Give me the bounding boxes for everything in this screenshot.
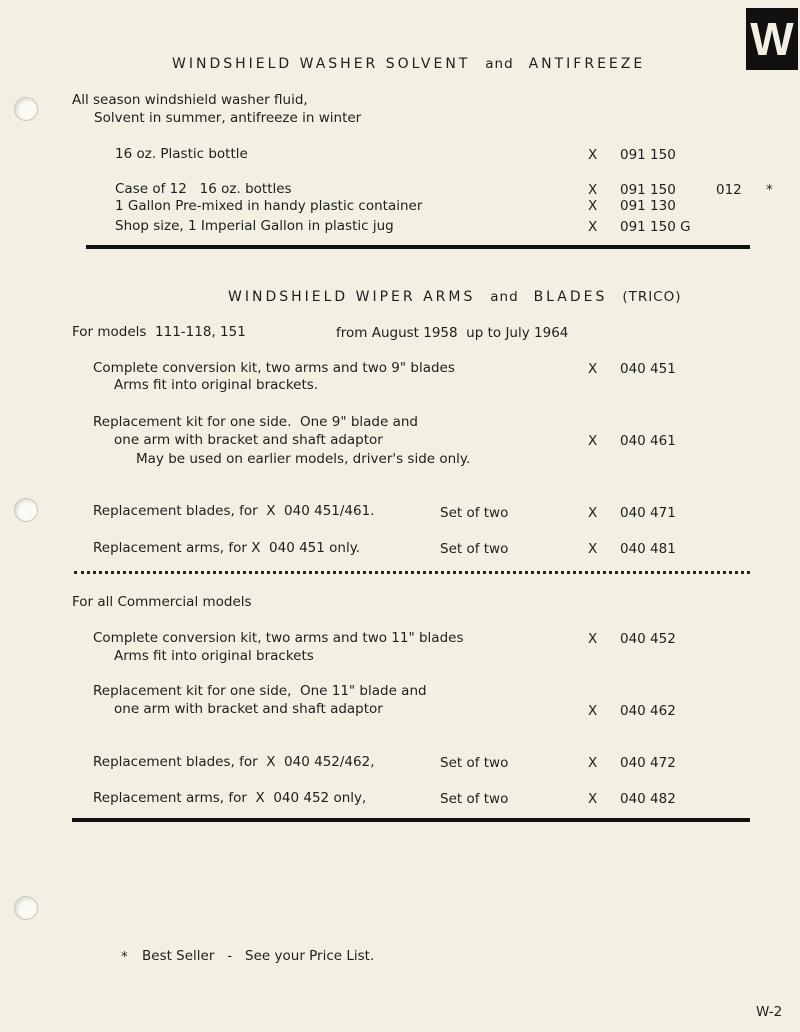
item-x: X (588, 198, 598, 214)
item-x: X (588, 631, 598, 647)
arms-desc: Replacement arms, for X 040 451 only. (93, 540, 361, 556)
item-desc: 1 Gallon Pre-mixed in handy plastic container (115, 198, 423, 214)
item-x: X (588, 219, 598, 235)
item-part-number: 091 150 (620, 182, 676, 198)
models-date-range: from August 1958 up to July 1964 (336, 325, 569, 341)
item-part-number: 040 451 (620, 361, 676, 377)
intro-line-2: Solvent in summer, antifreeze in winter (94, 110, 362, 126)
section-tab-w: W (746, 8, 798, 70)
footnote-star: * (121, 949, 128, 965)
footnote-text: Best Seller - See your Price List. (142, 948, 375, 964)
dotted-separator (74, 571, 750, 574)
models-label: For models 111-118, 151 (72, 324, 246, 340)
item-x: X (588, 182, 598, 198)
item-part-number: 040 452 (620, 631, 676, 647)
arms-qty: Set of two (440, 791, 509, 807)
item-part-number: 040 481 (620, 541, 676, 557)
item-part-suffix: 012 (716, 182, 742, 198)
blades-desc: Replacement blades, for X 040 452/462, (93, 754, 375, 770)
item-part-number: 040 471 (620, 505, 676, 521)
kit-desc-line: Complete conversion kit, two arms and two 11" blades (93, 630, 464, 646)
page-number: W-2 (756, 1004, 783, 1020)
item-x: X (588, 361, 598, 377)
intro-line-1: All season windshield washer fluid, (72, 92, 308, 108)
section-title-wiper-arms: WINDSHIELD WIPER ARMS and BLADES (TRICO) (228, 289, 682, 305)
item-part-number: 091 150 G (620, 219, 691, 235)
item-part-number: 040 472 (620, 755, 676, 771)
blades-desc: Replacement blades, for X 040 451/461. (93, 503, 375, 519)
section-title-washer-solvent: WINDSHIELD WASHER SOLVENT and ANTIFREEZE (172, 56, 646, 72)
arms-desc: Replacement arms, for X 040 452 only, (93, 790, 367, 806)
item-part-number: 040 461 (620, 433, 676, 449)
item-x: X (588, 703, 598, 719)
item-part-number: 091 150 (620, 147, 676, 163)
item-part-number: 040 462 (620, 703, 676, 719)
item-desc: Case of 12 16 oz. bottles (115, 181, 292, 197)
item-x: X (588, 433, 598, 449)
kit-desc-line: Replacement kit for one side. One 9" blade and (93, 414, 418, 430)
binder-hole-bottom (14, 896, 38, 920)
arms-qty: Set of two (440, 541, 509, 557)
item-x: X (588, 791, 598, 807)
kit-desc-line: Replacement kit for one side, One 11" blade and (93, 683, 427, 699)
item-x: X (588, 541, 598, 557)
kit-desc-line: one arm with bracket and shaft adaptor (114, 701, 383, 717)
item-desc: Shop size, 1 Imperial Gallon in plastic jug (115, 218, 394, 234)
kit-desc-line: one arm with bracket and shaft adaptor (114, 432, 383, 448)
item-part-number: 091 130 (620, 198, 676, 214)
item-part-number: 040 482 (620, 791, 676, 807)
section-divider-rule (72, 818, 750, 822)
kit-note-line: May be used on earlier models, driver's side only. (136, 451, 471, 467)
best-seller-star: * (766, 182, 773, 198)
item-x: X (588, 147, 598, 163)
kit-desc-line: Complete conversion kit, two arms and two 9" blades (93, 360, 455, 376)
models-label-commercial: For all Commercial models (72, 594, 252, 610)
binder-hole-middle (14, 498, 38, 522)
item-x: X (588, 755, 598, 771)
item-desc: 16 oz. Plastic bottle (115, 146, 248, 162)
blades-qty: Set of two (440, 755, 509, 771)
kit-desc-line: Arms fit into original brackets. (114, 377, 319, 393)
section-divider-rule (86, 245, 750, 249)
item-x: X (588, 505, 598, 521)
blades-qty: Set of two (440, 505, 509, 521)
binder-hole-top (14, 97, 38, 121)
kit-desc-line: Arms fit into original brackets (114, 648, 314, 664)
